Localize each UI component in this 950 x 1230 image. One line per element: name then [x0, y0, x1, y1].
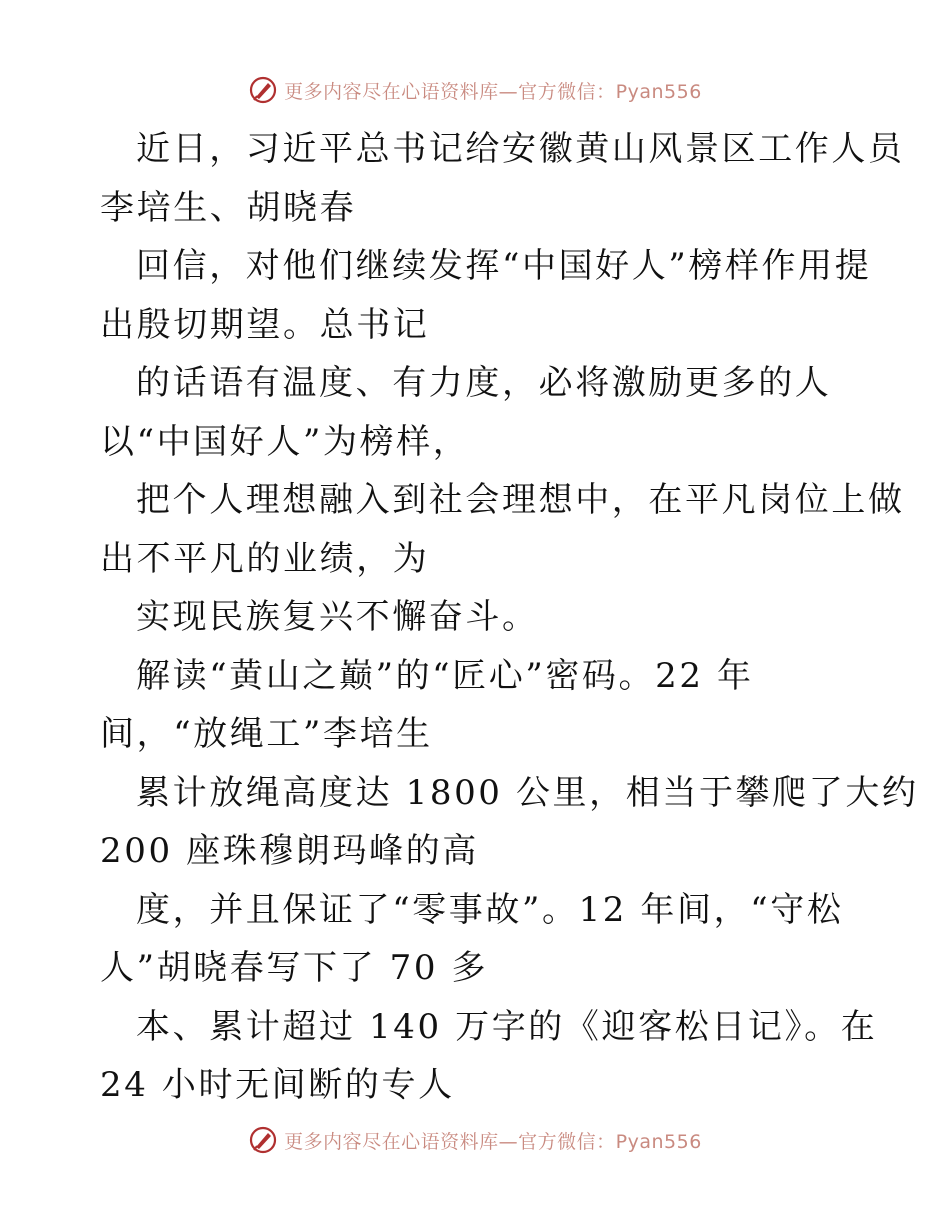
text-line: 24 小时无间断的专人	[100, 1065, 455, 1105]
text-line: 出殷切期望。总书记	[100, 304, 430, 345]
text-line: 李培生、胡晓春	[100, 187, 357, 228]
text-line: 以“中国好人”为榜样，	[100, 421, 470, 462]
quill-pen-logo-icon	[248, 75, 278, 105]
text-line: 把个人理想融入到社会理想中，在平凡岗位上做	[136, 480, 905, 520]
text-line: 回信，对他们继续发挥“中国好人”榜样作用提	[136, 246, 872, 286]
footer-banner	[0, 1120, 950, 1160]
quill-pen-logo-icon	[248, 1125, 278, 1155]
text-line: 本、累计超过 140 万字的《迎客松日记》。在	[136, 1006, 878, 1047]
text-line: 近日，习近平总书记给安徽黄山风景区工作人员	[136, 129, 905, 169]
header-banner	[0, 70, 950, 110]
text-line: 实现民族复兴不懈奋斗。	[136, 597, 539, 637]
text-line: 的话语有温度、有力度，必将激励更多的人	[136, 363, 832, 403]
footer-banner-text: 更多内容尽在心语资料库—官方微信：Pyan556	[284, 1130, 702, 1153]
text-line: 人”胡晓春写下了 70 多	[100, 948, 489, 988]
header-banner-text: 更多内容尽在心语资料库—官方微信：Pyan556	[284, 80, 702, 103]
text-line: 解读“黄山之巅”的“匠心”密码。22 年	[136, 655, 754, 696]
text-line: 间，“放绳工”李培生	[100, 714, 433, 754]
text-line: 度，并且保证了“零事故”。12 年间，“守松	[136, 889, 844, 930]
text-line: 出不平凡的业绩，为	[100, 538, 430, 579]
text-line: 累计放绳高度达 1800 公里，相当于攀爬了大约	[136, 772, 919, 813]
document-body	[100, 120, 919, 1115]
text-line: 200 座珠穆朗玛峰的高	[100, 831, 479, 871]
